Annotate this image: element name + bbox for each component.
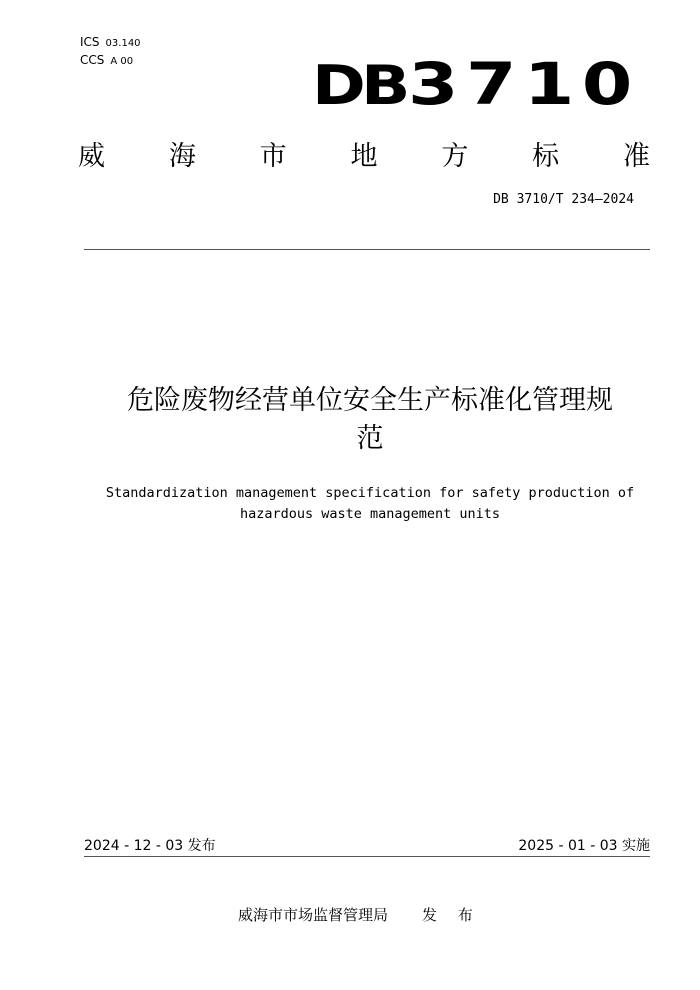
issuer-name: 威海市市场监督管理局 (238, 906, 389, 924)
title-en-line: Standardization management specification for safety production of (105, 485, 635, 501)
issue-date: 2024 - 12 - 03 发布 (84, 838, 216, 854)
top-divider (84, 249, 650, 250)
implementation-date: 2025 - 01 - 03 实施 (518, 838, 650, 854)
ccs-code (80, 52, 141, 70)
standard-number: DB 3710/T 234—2024 (493, 192, 634, 207)
ics-label: ICS (80, 35, 100, 49)
logo-code: 3710 (407, 50, 640, 118)
issuer-action: 发 布 (422, 906, 481, 924)
title-cn-line: 危险废物经营单位安全生产标准化管理规 (127, 385, 613, 416)
standard-name-char: 准 (622, 141, 650, 172)
standard-name-char: 方 (441, 141, 469, 172)
issuer (238, 904, 481, 925)
document-title-cn (70, 382, 670, 458)
standard-name-char: 市 (259, 141, 287, 172)
bottom-divider (84, 856, 650, 857)
title-en-line: hazardous waste management units (239, 506, 501, 522)
ccs-label: CCS (80, 53, 105, 67)
db-logo (312, 50, 640, 120)
standard-name-char: 威 (78, 141, 105, 172)
standard-name (78, 134, 650, 173)
ics-value: 03.140 (105, 38, 141, 49)
ics-code (80, 34, 141, 52)
title-cn-line: 范 (356, 423, 384, 454)
logo-prefix: DB (312, 54, 406, 117)
standard-name-char: 海 (168, 141, 196, 172)
classification-codes (80, 34, 141, 70)
ccs-value: A 00 (110, 56, 134, 67)
standard-name-char: 地 (350, 141, 378, 172)
document-title-en (80, 483, 660, 525)
standard-name-char: 标 (532, 141, 560, 172)
